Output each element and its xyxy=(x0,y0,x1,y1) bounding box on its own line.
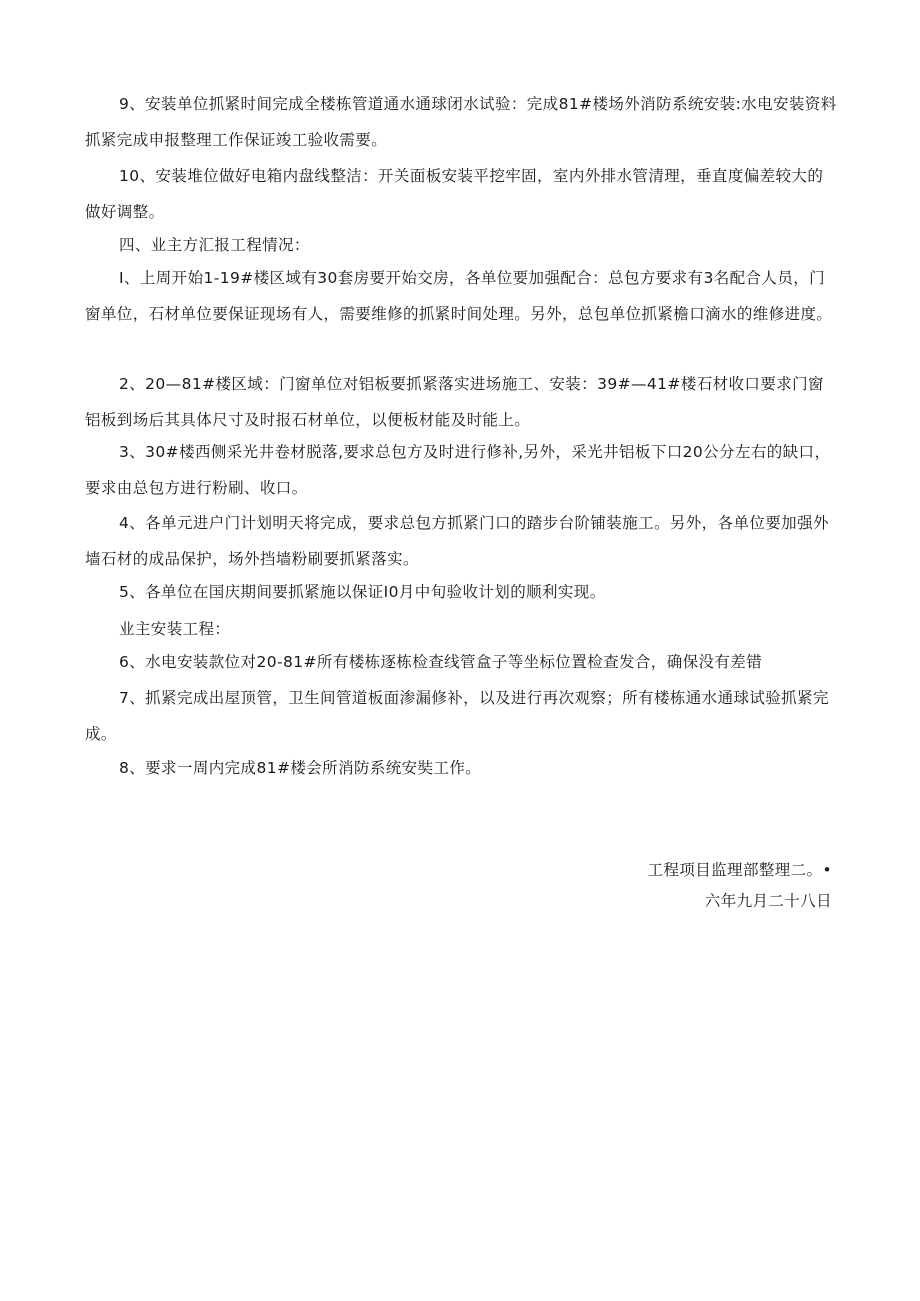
paragraph-owner-item-5: 5、各单位在国庆期间要抓紧施以保证I0月中旬验收计划的顺利实现。 xyxy=(119,583,606,601)
paragraph-owner-item-4: 4、各单元进户门计划明天将完成，要求总包方抓紧门口的踏步台阶铺装施工。另外，各单位要加强外墙石材的成品保护，场外挡墙粉刷要抓紧落实。 xyxy=(85,514,829,568)
paragraph-item-9: 9、安装单位抓紧时间完成全楼栋管道通水通球闭水试验：完成81#楼场外消防系统安装:水电安装资料抓紧完成申报整理工作保证竣工验收需要。 xyxy=(85,95,837,149)
paragraph-owner-item-1: I、上周开始1-19#楼区域有30套房要开始交房，各单位要加强配合：总包方要求有3名配合人员，门窗单位，石材单位要保证现场有人，需要维修的抓紧时间处理。另外，总包单位抓紧檐口滴水的维修进度。 xyxy=(85,269,833,323)
signature-date: 六年九月二十八日 xyxy=(704,892,832,910)
section-heading-owner-installation: 业主安装工程： xyxy=(119,620,231,638)
paragraph-owner-item-2: 2、20—81#楼区域：门窗单位对铝板要抓紧落实进场施工、安装：39#—41#楼石材收口要求门窗铝板到场后其具体尺寸及时报石材单位，以便板材能及时能上。 xyxy=(85,375,824,429)
paragraph-owner-item-7: 7、抓紧完成出屋顶管，卫生间管道板面渗漏修补，以及进行再次观察；所有楼栋通水通球试验抓紧完成。 xyxy=(85,689,829,743)
paragraph-item-10: 10、安装堆位做好电箱内盘线整洁：开关面板安装平挖牢固，室内外排水管清理，垂直度偏差较大的做好调整。 xyxy=(85,167,824,221)
signature-org: 工程项目监理部整理二。• xyxy=(647,861,832,879)
paragraph-owner-item-6: 6、水电安装款位对20-81#所有楼栋逐栋检查线管盒子等坐标位置检查发合，确保没有差错 xyxy=(119,653,763,671)
paragraph-owner-item-8: 8、要求一周内完成81#楼会所消防系统安奘工作。 xyxy=(119,759,482,777)
paragraph-owner-item-3: 3、30#楼西侧采光井卷材脱落,要求总包方及时进行修补,另外，采光井铝板下口20公分左右的缺口，要求由总包方进行粉刷、收口。 xyxy=(85,443,831,497)
section-heading-owner-report: 四、业主方汇报工程情况： xyxy=(119,236,310,254)
